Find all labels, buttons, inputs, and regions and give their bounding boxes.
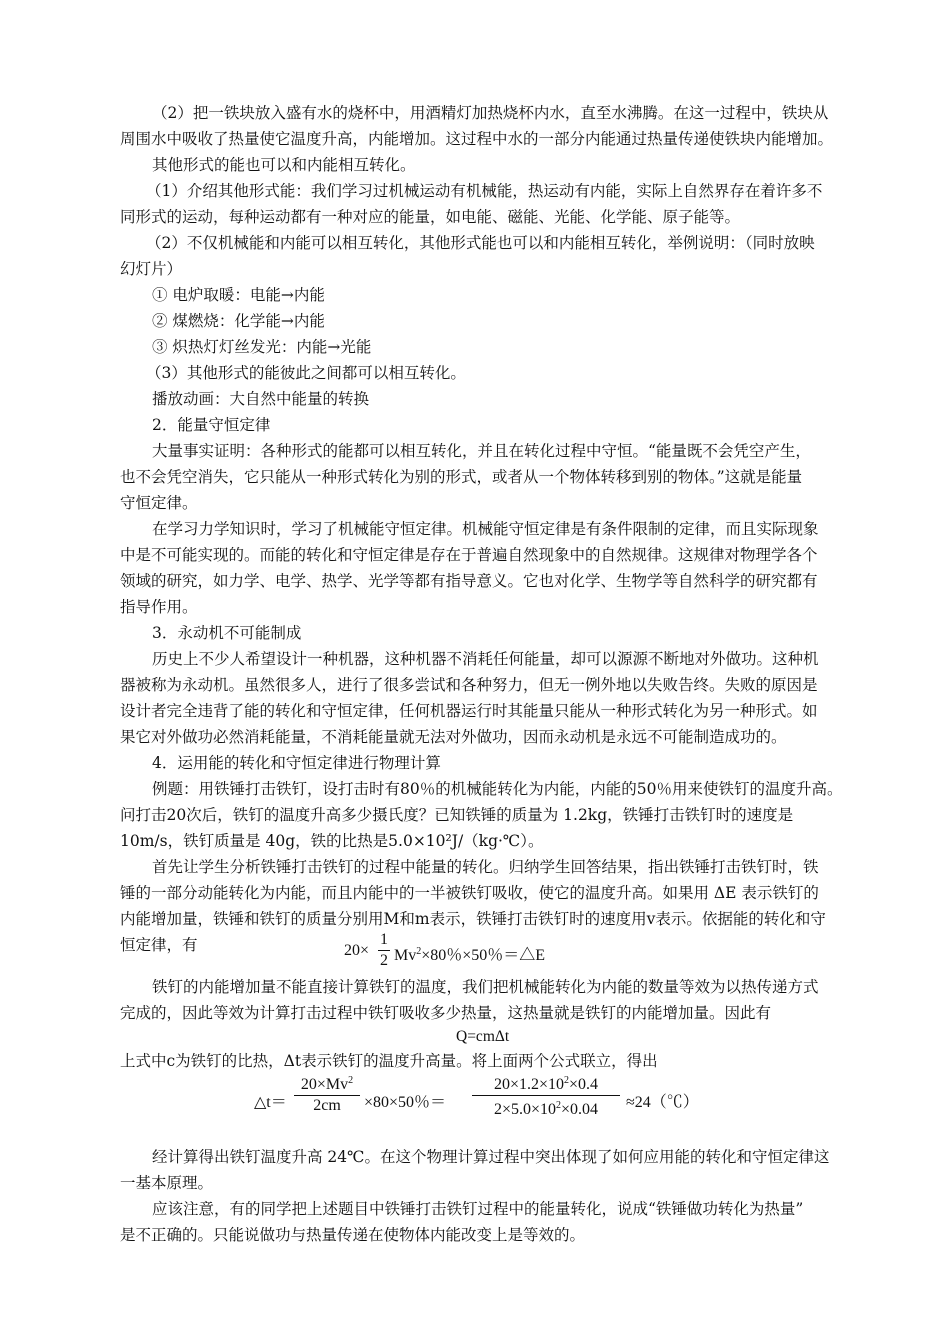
list-item: ① 电炉取暖：电能→内能 — [152, 286, 325, 304]
paragraph-line: （2）不仅机械能和内能可以相互转化，其他形式能也可以和内能相互转化，举例说明：（同时放映 — [146, 234, 815, 252]
paragraph-line: 锤的一部分动能转化为内能，而且内能中的一半被铁钉吸收，使它的温度升高。如果用 ΔE 表示铁钉的 — [120, 884, 819, 902]
paragraph-line: 问打击20次后，铁钉的温度升高多少摄氏度？已知铁锤的质量为 1.2kg，铁锤打击铁钉时的速度是 — [120, 806, 794, 824]
paragraph-line: 上式中c为铁钉的比热，Δt表示铁钉的温度升高量。将上面两个公式联立，得出 — [120, 1052, 658, 1070]
paragraph-line: （1）介绍其他形式能：我们学习过机械运动有机械能，热运动有内能，实际上自然界存在着许多不 — [146, 182, 823, 200]
fraction-denominator: 2 — [380, 952, 388, 969]
equation-result: ≈24（℃） — [626, 1094, 699, 1111]
fraction-denominator: 2cm — [313, 1097, 341, 1114]
paragraph-line: 果它对外做功必然消耗能量，不消耗能量就无法对外做功，因而永动机是永远不可能制造成功的。 — [120, 728, 787, 746]
paragraph-line: （2）把一铁块放入盛有水的烧杯中，用酒精灯加热烧杯内水，直至水沸腾。在这一过程中，铁块从 — [152, 104, 829, 122]
paragraph-line: 领域的研究，如力学、电学、热学、光学等都有指导意义。它也对化学、生物学等自然科学的研究都有 — [120, 572, 818, 590]
paragraph-line: 恒定律，有 — [120, 936, 198, 954]
fraction-numerator: $20\times Mv^2$ — [300, 1075, 354, 1093]
paragraph-line: 例题：用铁锤打击铁钉，设打击时有80％的机械能转化为内能，内能的50％用来使铁钉的温度升高。 — [152, 780, 843, 798]
paragraph-line: 在学习力学知识时，学习了机械能守恒定律。机械能守恒定律是有条件限制的定律，而且实际现象 — [152, 520, 819, 538]
fraction-numerator: $20\times 1.2\times 10^2\times 0.4$ — [493, 1075, 599, 1093]
section-heading: 2．能量守恒定律 — [152, 416, 271, 434]
equation-fraction — [378, 931, 390, 970]
paragraph-line: 历史上不少人希望设计一种机器，这种机器不消耗任何能量，却可以源源不断地对外做功。这种机 — [152, 650, 819, 668]
equation-lead: 20× — [344, 942, 370, 959]
paragraph-line: 器被称为永动机。虽然很多人，进行了很多尝试和各种努力，但无一例外地以失败告终。失败的原因是 — [120, 676, 818, 694]
paragraph-line: 幻灯片） — [120, 260, 183, 278]
list-item: ② 煤燃烧：化学能→内能 — [152, 312, 325, 330]
paragraph-line: 是不正确的。只能说做功与热量传递在使物体内能改变上是等效的。 — [120, 1226, 586, 1244]
paragraph-line: 中是不可能实现的。而能的转化和守恒定律是存在于普遍自然现象中的自然规律。这规律对物理学各个 — [120, 546, 818, 564]
paragraph-line: 也不会凭空消失，它只能从一种形式转化为别的形式，或者从一个物体转移到别的物体。”这就是能量 — [120, 468, 803, 486]
section-heading: 4．运用能的转化和守恒定律进行物理计算 — [152, 754, 441, 772]
paragraph-line: 铁钉的内能增加量不能直接计算铁钉的温度，我们把机械能转化为内能的数量等效为以热传递方式 — [152, 978, 819, 996]
equation-lhs: △t＝ — [254, 1094, 287, 1111]
paragraph-line: 指导作用。 — [120, 598, 198, 616]
equation-fraction — [294, 1072, 360, 1115]
paragraph-line: （3）其他形式的能彼此之间都可以相互转化。 — [146, 364, 466, 382]
paragraph-line: 应该注意，有的同学把上述题目中铁锤打击铁钉过程中的能量转化，说成“铁锤做功转化为热量” — [152, 1200, 804, 1218]
equation-mid: ×80×50％＝ — [364, 1094, 447, 1111]
paragraph-line: 大量事实证明：各种形式的能都可以相互转化，并且在转化过程中守恒。“能量既不会凭空产生， — [152, 442, 811, 460]
heat-formula: Q=cmΔt — [456, 1028, 510, 1045]
paragraph-line: 同形式的运动，每种运动都有一种对应的能量，如电能、磁能、光能、化学能、原子能等。 — [120, 208, 741, 226]
paragraph-line: 首先让学生分析铁锤打击铁钉的过程中能量的转化。归纳学生回答结果，指出铁锤打击铁钉时，铁 — [152, 858, 819, 876]
paragraph-line: 播放动画：大自然中能量的转换 — [152, 390, 370, 408]
paragraph-line: 经计算得出铁钉温度升高 24℃。在这个物理计算过程中突出体现了如何应用能的转化和守恒定律这 — [152, 1148, 830, 1166]
fraction-denominator: $2\times 5.0\times 10^2\times 0.04$ — [493, 1100, 599, 1118]
paragraph-line: 守恒定律。 — [120, 494, 198, 512]
paragraph-line: 周围水中吸收了热量使它温度升高，内能增加。这过程中水的一部分内能通过热量传递使铁块内能增加。 — [120, 130, 834, 148]
paragraph-line: 完成的，因此等效为计算打击过程中铁钉吸收多少热量，这热量就是铁钉的内能增加量。因此有 — [120, 1004, 772, 1022]
equation-body: $Mv^2\times 80$％×50％＝△E — [394, 946, 546, 964]
paragraph-line: 10m/s，铁钉质量是 40g，铁的比热是5.0×10²J/（kg·℃）。 — [120, 832, 544, 850]
list-item: ③ 炽热灯灯丝发光：内能→光能 — [152, 338, 372, 356]
paragraph-line: 内能增加量，铁锤和铁钉的质量分别用M和m表示，铁锤打击铁钉时的速度用v表示。依据能的转化和守 — [120, 910, 826, 928]
equation-fraction — [472, 1072, 620, 1119]
paragraph-line: 一基本原理。 — [120, 1174, 214, 1192]
fraction-numerator: 1 — [380, 931, 388, 948]
section-heading: 3．永动机不可能制成 — [152, 624, 302, 642]
paragraph-line: 设计者完全违背了能的转化和守恒定律，任何机器运行时其能量只能从一种形式转化为另一种形式。如 — [120, 702, 818, 720]
paragraph-line: 其他形式的能也可以和内能相互转化。 — [152, 156, 416, 174]
